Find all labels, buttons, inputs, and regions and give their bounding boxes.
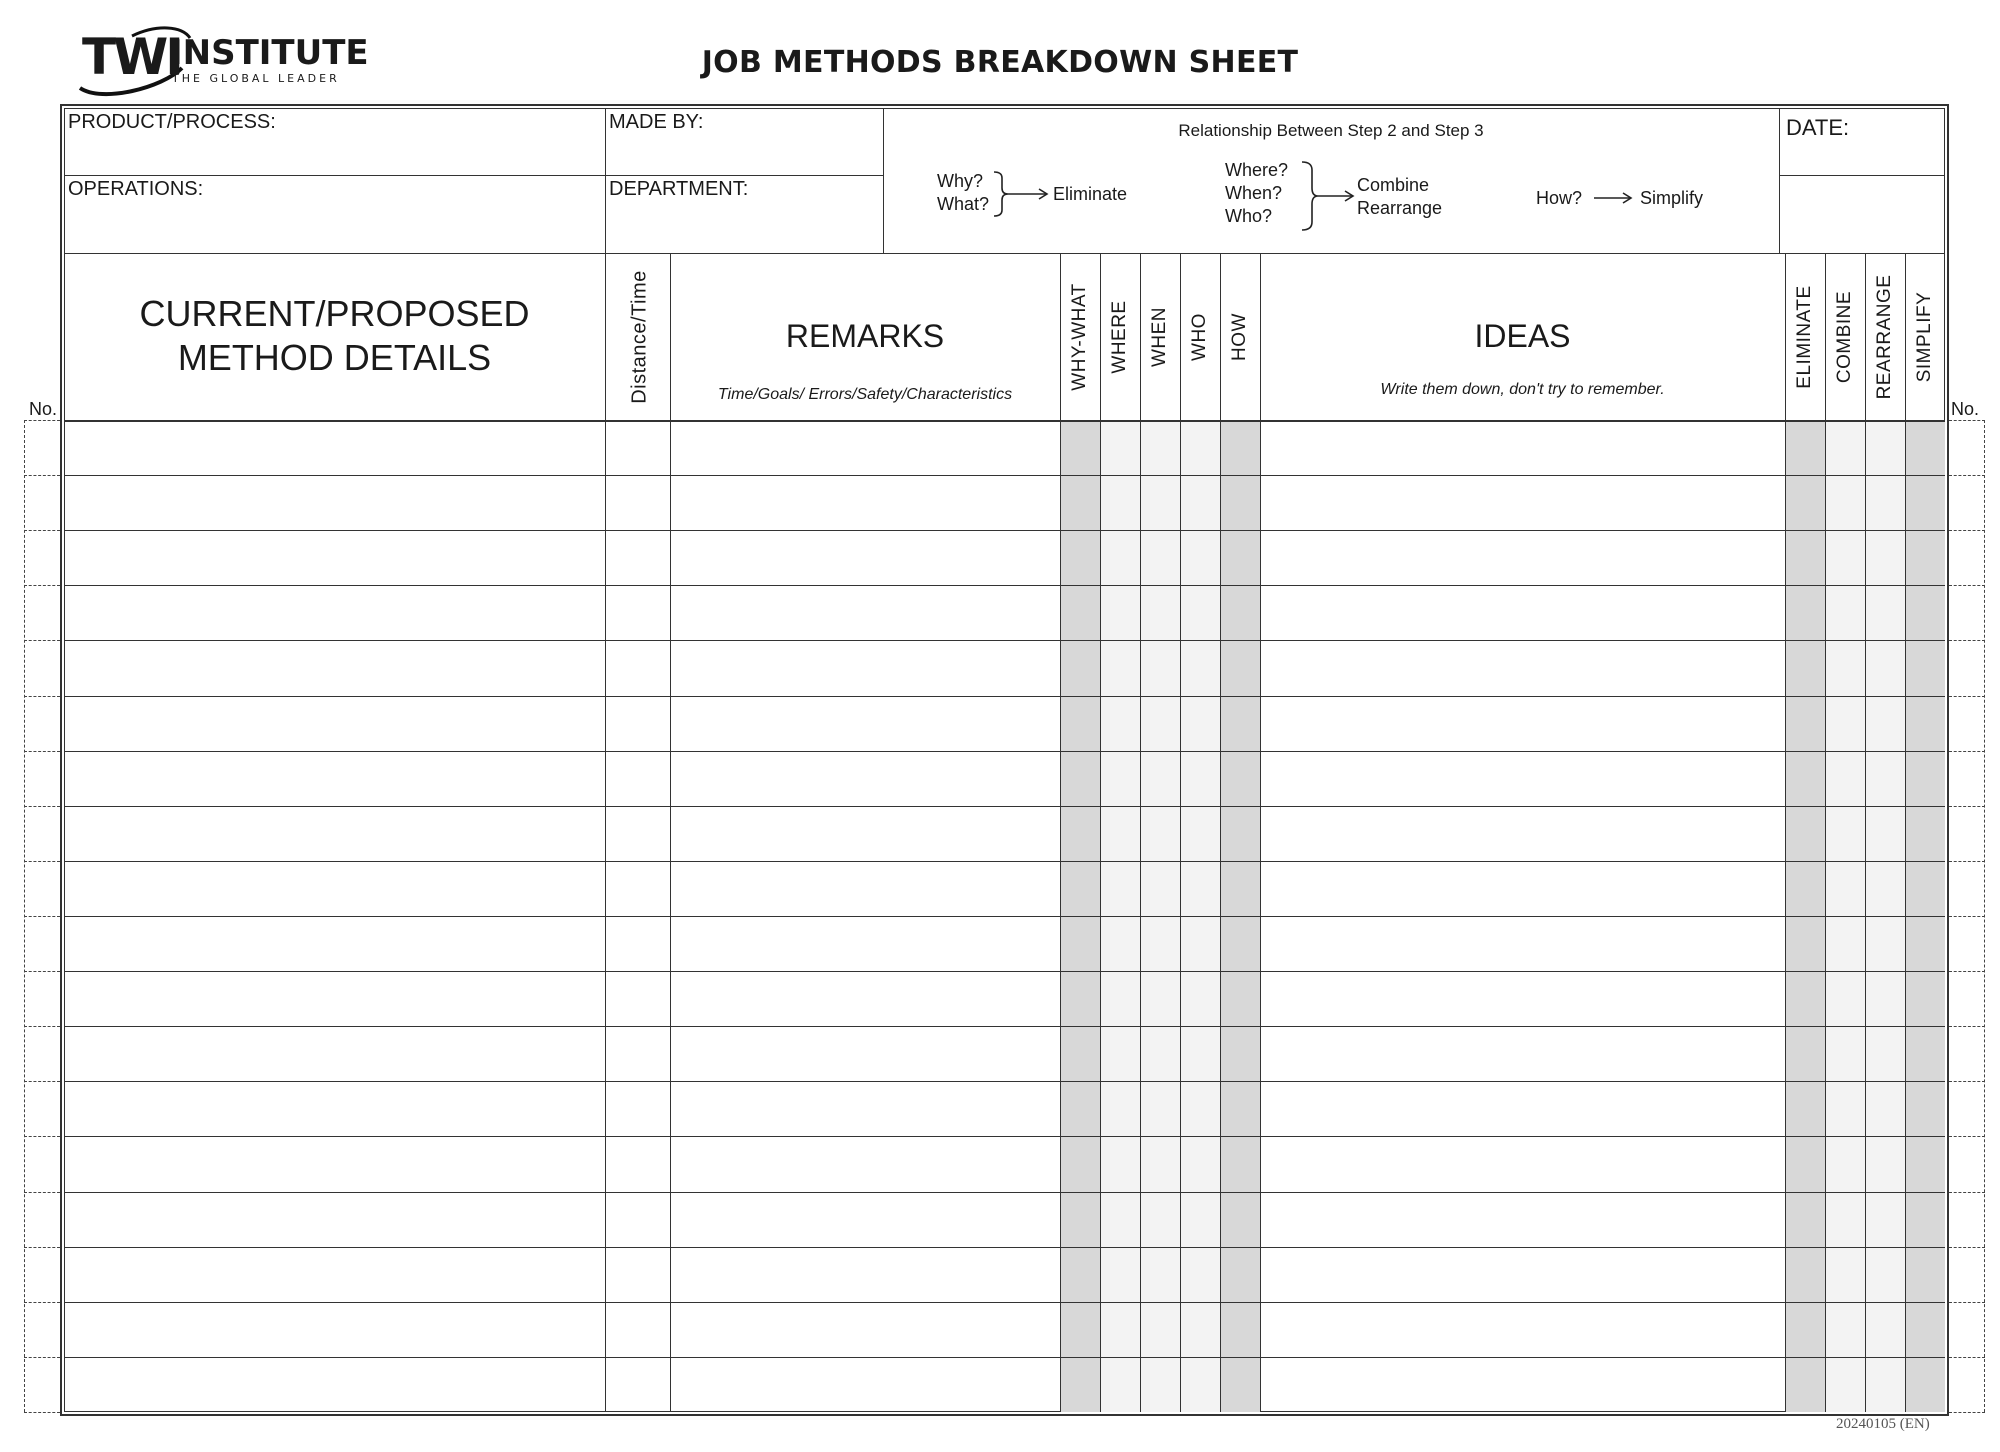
row-number-box-right-divider [1949, 916, 1985, 917]
table-row[interactable] [66, 642, 1943, 694]
row-number-box-left-divider [24, 1026, 60, 1027]
row-number-box-right[interactable] [1951, 587, 1983, 639]
why-what-header: WHY-WHAT [1069, 283, 1090, 391]
table-row[interactable] [66, 1083, 1943, 1135]
row-number-box-left[interactable] [26, 422, 60, 474]
row-number-box-right[interactable] [1951, 1304, 1983, 1356]
row-number-box-right[interactable] [1951, 1138, 1983, 1190]
table-row[interactable] [66, 422, 1943, 474]
row-number-box-left[interactable] [26, 863, 60, 915]
product-process-label: PRODUCT/PROCESS: [68, 111, 276, 133]
product-process-field[interactable] [66, 135, 603, 173]
row-number-box-left-divider [24, 971, 60, 972]
row-divider-line [64, 806, 1945, 807]
relationship-title: Relationship Between Step 2 and Step 3 [1178, 121, 1484, 140]
row-divider-line [64, 751, 1945, 752]
row-number-box-left[interactable] [26, 753, 60, 805]
table-row[interactable] [66, 1304, 1943, 1356]
row-number-box-right-divider [1949, 475, 1985, 476]
rearrange-result: Rearrange [1357, 198, 1443, 218]
row-number-box-right-divider [1949, 751, 1985, 752]
row-number-box-left-divider [24, 1247, 60, 1248]
row-number-box-left[interactable] [26, 698, 60, 750]
twi-institute-logo [72, 18, 369, 98]
combine-rearrange-results [1357, 174, 1442, 220]
row-number-box-right-divider [1949, 806, 1985, 807]
row-number-box-right-divider [1949, 530, 1985, 531]
how-header: HOW [1229, 313, 1250, 361]
row-number-box-right-divider [1949, 1026, 1985, 1027]
row-number-box-left[interactable] [26, 918, 60, 970]
table-row[interactable] [66, 863, 1943, 915]
operations-field[interactable] [66, 202, 603, 251]
row-number-box-left[interactable] [26, 1138, 60, 1190]
row-number-box-right[interactable] [1951, 973, 1983, 1025]
row-number-box-left[interactable] [26, 1194, 60, 1246]
brace-arrow-icon [992, 170, 1052, 218]
row-divider-line [64, 640, 1945, 641]
table-row[interactable] [66, 1028, 1943, 1080]
method-details-header [64, 292, 605, 380]
ideas-subheader: Write them down, don't try to remember. [1380, 381, 1665, 398]
row-number-box-left-divider [24, 585, 60, 586]
row-number-box-left-divider [24, 1192, 60, 1193]
row-number-box-right-edge [1984, 420, 1985, 1412]
row-number-box-left-divider [24, 1357, 60, 1358]
row-number-box-left[interactable] [26, 642, 60, 694]
logo-name: INSTITUTE [170, 33, 369, 73]
row-number-box-left-divider [24, 530, 60, 531]
table-row[interactable] [66, 1194, 1943, 1246]
row-number-box-right[interactable] [1951, 1194, 1983, 1246]
ideas-header: IDEAS [1474, 318, 1571, 354]
row-number-box-right-divider [1949, 1247, 1985, 1248]
row-divider-line [64, 1081, 1945, 1082]
row-number-box-left[interactable] [26, 587, 60, 639]
date-label: DATE: [1786, 115, 1850, 140]
row-number-box-right[interactable] [1951, 1083, 1983, 1135]
why-question: Why? [937, 171, 984, 191]
row-number-box-right[interactable] [1951, 532, 1983, 584]
row-number-box-left-divider [24, 806, 60, 807]
row-number-box-right-divider [1949, 861, 1985, 862]
row-number-box-left[interactable] [26, 1249, 60, 1301]
row-number-box-left-top [24, 420, 60, 421]
row-divider-line [64, 530, 1945, 531]
simplify-result: Simplify [1640, 188, 1704, 208]
row-number-box-left-edge [24, 420, 25, 1412]
row-number-box-left[interactable] [26, 1304, 60, 1356]
table-row[interactable] [66, 918, 1943, 970]
row-number-box-left[interactable] [26, 1028, 60, 1080]
row-number-box-right[interactable] [1951, 863, 1983, 915]
row-number-box-left-divider [24, 751, 60, 752]
distance-time-header: Distance/Time [628, 270, 651, 404]
row-number-box-right[interactable] [1951, 1359, 1983, 1411]
header-bottom-line [64, 253, 1945, 254]
method-header-line-1: CURRENT/PROPOSED [139, 293, 530, 334]
row-number-box-right-divider [1949, 1136, 1985, 1137]
combine-header: COMBINE [1834, 290, 1855, 384]
row-divider-line [64, 1136, 1945, 1137]
row-number-box-left-divider [24, 1412, 60, 1413]
table-row[interactable] [66, 1359, 1943, 1411]
row-number-box-left-divider [24, 696, 60, 697]
header-divider-1 [605, 108, 606, 253]
row-number-box-right[interactable] [1951, 753, 1983, 805]
date-field[interactable] [1781, 177, 1943, 251]
row-divider-line [64, 696, 1945, 697]
header-mid-line-right [1779, 175, 1945, 176]
who-question: Who? [1225, 206, 1273, 226]
row-divider-line [64, 1026, 1945, 1027]
row-divider-line [64, 916, 1945, 917]
how-question: How? [1536, 188, 1583, 208]
row-number-box-right[interactable] [1951, 422, 1983, 474]
why-what-questions [937, 170, 989, 216]
row-divider-line [64, 1192, 1945, 1193]
when-header: WHEN [1149, 306, 1170, 368]
remarks-subheader: Time/Goals/ Errors/Safety/Characteristics [717, 386, 1013, 403]
when-question: When? [1225, 183, 1283, 203]
row-number-box-right-divider [1949, 696, 1985, 697]
who-header: WHO [1189, 313, 1210, 361]
row-number-box-right[interactable] [1951, 1249, 1983, 1301]
row-divider-line [64, 475, 1945, 476]
logo-tagline: THE GLOBAL LEADER [172, 72, 340, 85]
made-by-field[interactable] [607, 135, 881, 173]
row-number-box-left-divider [24, 1081, 60, 1082]
row-number-box-left-divider [24, 475, 60, 476]
table-row[interactable] [66, 698, 1943, 750]
row-number-box-right[interactable] [1951, 1028, 1983, 1080]
row-number-box-right[interactable] [1951, 698, 1983, 750]
logo-brand: TWI [82, 28, 181, 86]
made-by-label: MADE BY: [609, 111, 704, 133]
where-header: WHERE [1109, 300, 1130, 374]
table-row[interactable] [66, 587, 1943, 639]
row-number-box-right[interactable] [1951, 642, 1983, 694]
combine-result: Combine [1357, 175, 1430, 195]
row-divider-line [64, 585, 1945, 586]
row-number-box-left-divider [24, 916, 60, 917]
row-number-box-right[interactable] [1951, 477, 1983, 529]
what-question: What? [937, 194, 990, 214]
row-divider-line [64, 861, 1945, 862]
no-label-right: No. [1951, 399, 1980, 419]
row-number-box-left[interactable] [26, 973, 60, 1025]
row-number-box-right-top [1949, 420, 1985, 421]
table-row[interactable] [66, 1138, 1943, 1190]
rearrange-header: REARRANGE [1874, 274, 1895, 400]
row-number-box-right[interactable] [1951, 808, 1983, 860]
row-number-box-left[interactable] [26, 477, 60, 529]
row-number-box-left-divider [24, 1302, 60, 1303]
where-question: Where? [1225, 160, 1289, 180]
table-row[interactable] [66, 753, 1943, 805]
eliminate-result: Eliminate [1053, 184, 1128, 204]
row-number-box-right-divider [1949, 640, 1985, 641]
no-label-left: No. [29, 399, 58, 419]
method-header-line-2: METHOD DETAILS [177, 337, 492, 378]
table-row[interactable] [66, 973, 1943, 1025]
row-divider-line [64, 1357, 1945, 1358]
table-row[interactable] [66, 477, 1943, 529]
department-field[interactable] [607, 202, 881, 251]
remarks-header: REMARKS [785, 318, 945, 354]
row-number-box-right-divider [1949, 1412, 1985, 1413]
table-row[interactable] [66, 808, 1943, 860]
row-divider-line [64, 971, 1945, 972]
row-number-box-right-divider [1949, 1081, 1985, 1082]
arrow-right-icon [1592, 188, 1636, 208]
brace-arrow-icon [1300, 160, 1358, 232]
row-number-box-left-divider [24, 861, 60, 862]
row-number-box-left[interactable] [26, 808, 60, 860]
row-number-box-right-divider [1949, 1302, 1985, 1303]
row-number-box-left[interactable] [26, 1359, 60, 1411]
header-divider-3 [1779, 108, 1780, 253]
row-number-box-right-divider [1949, 971, 1985, 972]
department-label: DEPARTMENT: [609, 178, 749, 200]
row-number-box-right-divider [1949, 585, 1985, 586]
header-mid-line-left [64, 175, 883, 176]
operations-label: OPERATIONS: [68, 178, 204, 200]
page-title: JOB METHODS BREAKDOWN SHEET [701, 45, 1299, 80]
row-number-box-left-divider [24, 640, 60, 641]
row-number-box-right-divider [1949, 1357, 1985, 1358]
row-divider-line [64, 1302, 1945, 1303]
row-number-box-right-divider [1949, 1192, 1985, 1193]
eliminate-header: ELIMINATE [1794, 285, 1815, 389]
simplify-header: SIMPLIFY [1914, 291, 1935, 383]
row-number-box-right[interactable] [1951, 918, 1983, 970]
table-row[interactable] [66, 532, 1943, 584]
row-divider-line [64, 1247, 1945, 1248]
row-number-box-left[interactable] [26, 1083, 60, 1135]
row-number-box-left[interactable] [26, 532, 60, 584]
table-row[interactable] [66, 1249, 1943, 1301]
where-when-who-questions [1225, 159, 1288, 228]
row-number-box-left-divider [24, 1136, 60, 1137]
form-version-code: 20240105 (EN) [1836, 1416, 1930, 1432]
